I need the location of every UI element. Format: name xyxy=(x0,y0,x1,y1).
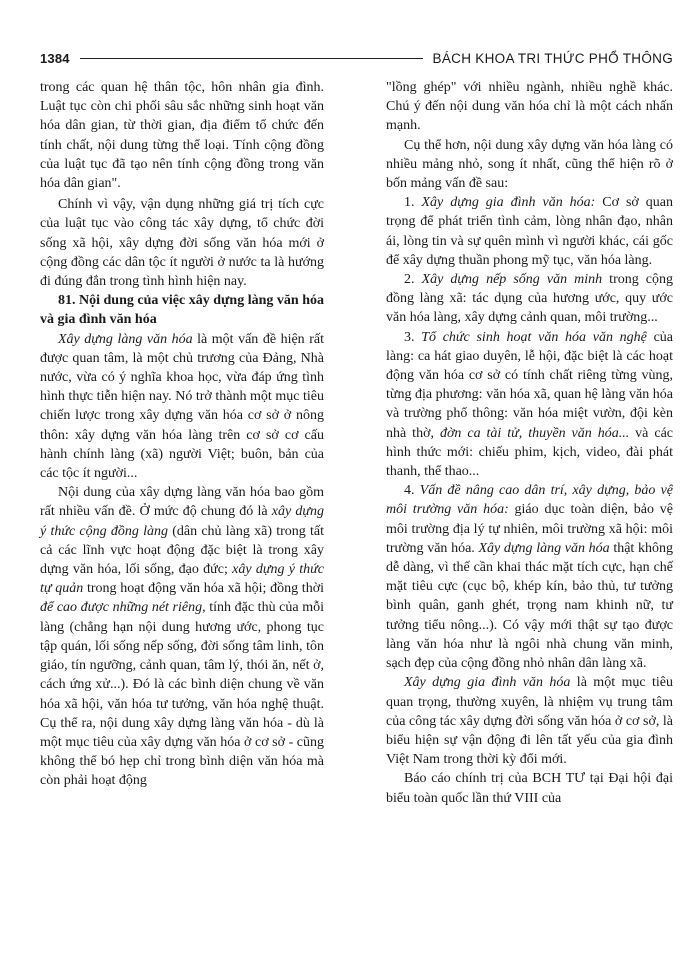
text: và các hình thức mới: chiếu phim, kịch, video, đài phát thanh, thể thao... xyxy=(386,425,673,480)
page-header xyxy=(40,46,673,70)
item-number: 2. xyxy=(404,272,422,288)
paragraph: Chính vì vậy, vận dụng những giá trị tích cực của luật tục vào công tác xây dựng, tổ chức đời sống xã hội, xây dựng đời sống văn hóa mới ở cộng đồng các dân tộc ít người ở nước ta là hướng đi đúng đắn trong tình hình hiện nay. xyxy=(40,197,324,290)
emphasis: Xây dựng nếp sống văn minh xyxy=(421,272,603,288)
text: thật không dễ dàng, vì thế cần khai thác mặt tích cực, hạn chế mặt tiêu cực (cục bộ, khép kín, bảo thủ, tư tưởng bình quân, ganh ghét, trọng nam khinh nữ, tư tưởng tiểu nông...). Có vậy mới thật sự tạo được làng văn hóa như là ngôi nhà chung văn minh, sạch đẹp của cộng đồng nhỏ nhân dân làng xã. xyxy=(386,540,673,672)
text: Cơ sở quan trọng để phát triển tình cảm, lòng nhân đạo, nhân ái, lòng tin và sự quên mình vì người khác, cái gốc để xây dựng thuần phong mỹ tục, văn hóa làng. xyxy=(386,195,674,268)
item-number: 1. xyxy=(404,195,422,211)
list-item xyxy=(386,270,673,328)
paragraph xyxy=(40,330,324,484)
text: giáo dục toàn diện, bảo vệ môi trường địa lý tự nhiên, môi trường xã hội: môi trường văn hóa. xyxy=(386,502,673,556)
text: là một mục tiêu quan trọng, thường xuyên, là nhiệm vụ trung tâm của công tác xây dựng đời sống văn hóa ở cơ sở, là biểu hiện sự vận động đi lên tất yếu của gia đình Việt Nam trong thời kỳ đổi mới. xyxy=(386,675,673,768)
emphasis: Tổ chức sinh hoạt văn hóa văn nghệ xyxy=(421,329,647,345)
emphasis: để cao được những nét riêng, xyxy=(40,600,206,616)
right-column xyxy=(386,78,673,808)
left-column xyxy=(40,78,324,791)
paragraph: trong các quan hệ thân tộc, hôn nhân gia đình. Luật tục còn chi phối sâu sắc những sinh hoạt văn hóa dân gian, từ thời gian, địa điểm tổ chức đến tính chất, nội dung từng thể loại. Tính cộng đồng của luật tục đã tạo nên tính cộng đồng trong văn hóa dân gian". xyxy=(40,80,324,192)
list-item xyxy=(386,328,673,482)
paragraph xyxy=(386,673,673,769)
text: Nội dung của xây dựng làng văn hóa bao gồm rất nhiều vấn đề. Ở mức độ chung đó là xyxy=(40,485,324,520)
emphasis: đờn ca tài tử, thuyền văn hóa... xyxy=(439,425,630,441)
text: của làng: ca hát giao duyên, lễ hội, đặc biệt là các hoạt động văn hóa cơ sở có tính chất riêng từng vùng, từng địa phương: văn hóa xã, quan hệ làng văn hóa và trường phổ thông: văn hóa miệt vườn, đội kèn nhà thờ, xyxy=(386,329,674,441)
emphasis: xây dựng ý thức cộng đồng làng xyxy=(40,504,324,539)
paragraph: "lồng ghép" với nhiều ngành, nhiều nghề khác. Chú ý đến nội dung văn hóa chỉ là một cách nhấn mạnh. xyxy=(386,80,673,134)
header-rule xyxy=(80,58,423,59)
paragraph: Báo cáo chính trị của BCH TƯ tại Đại hội đại biểu toàn quốc lần thứ VIII của xyxy=(386,771,673,806)
running-title: BÁCH KHOA TRI THỨC PHỔ THÔNG xyxy=(432,50,673,66)
text: (dân chủ làng xã) trong tất cả các lĩnh vực hoạt động đặc biệt là trong xây dựng văn hóa, lối sống, đạo đức; xyxy=(40,523,324,578)
emphasis: Xây dựng gia đình văn hóa xyxy=(404,675,571,691)
emphasis: Xây dựng gia đình văn hóa: xyxy=(421,195,596,211)
emphasis: xây dựng ý thức tự quản xyxy=(40,562,324,597)
emphasis: Vấn đề nâng cao dân trí, xây dựng, bảo vệ môi trường văn hóa: xyxy=(386,483,674,518)
text: trong cộng đồng làng xã: tác dụng của hương ước, quy ước văn hóa làng, xây dựng cảnh quan, môi trường... xyxy=(386,272,674,326)
section-heading: 81. Nội dung của việc xây dựng làng văn hóa và gia đình văn hóa xyxy=(40,293,324,328)
paragraph xyxy=(40,483,324,790)
text: là một vấn đề hiện rất được quan tâm, là một chủ trương của Đảng, Nhà nước, vừa có ý nghĩa khoa học, vừa đáp ứng tình hình thực tiễn hiện nay. Nó trở thành một mục tiêu chiến lược trong xây dựng văn hóa cơ sở ở nông thôn: xây dựng văn hóa làng trên cơ sở cơ cấu hành chính làng (xã) người Việt; buôn, bản của các tộc ít người... xyxy=(40,331,324,482)
paragraph: Cụ thể hơn, nội dung xây dựng văn hóa làng có nhiều mảng nhỏ, song ít nhất, cũng thể hiện rõ ở bốn mảng vấn đề sau: xyxy=(386,137,673,192)
list-item xyxy=(386,193,673,270)
list-item xyxy=(386,481,673,673)
text: trong hoạt động văn hóa xã hội; đồng thời xyxy=(83,581,324,597)
emphasis: Xây dựng làng văn hóa xyxy=(478,540,610,556)
text: tính đặc thù của mỗi làng (chẳng hạn nội dung hương ước, phong tục tập quán, lối sống nếp sống, đời sống tâm linh, tôn giáo, tín ngưỡng, cảnh quan, tâm lý, thói ăn, nết ở, cách ứng xử...). Đó là các bình diện chung về văn hóa xã hội, văn hóa tư tưởng, văn hóa nghệ thuật. Cụ thể ra, nội dung xây dựng làng văn hóa - dù là một mục tiêu của xây dựng văn hóa ở cơ sở - cũng không thể bó hẹp chỉ trong bình diện văn hóa mà còn phải hoạt động xyxy=(40,600,324,789)
item-number: 4. xyxy=(404,483,420,499)
page-number: 1384 xyxy=(40,50,70,66)
item-number: 3. xyxy=(404,329,422,345)
emphasis: Xây dựng làng văn hóa xyxy=(58,331,193,347)
